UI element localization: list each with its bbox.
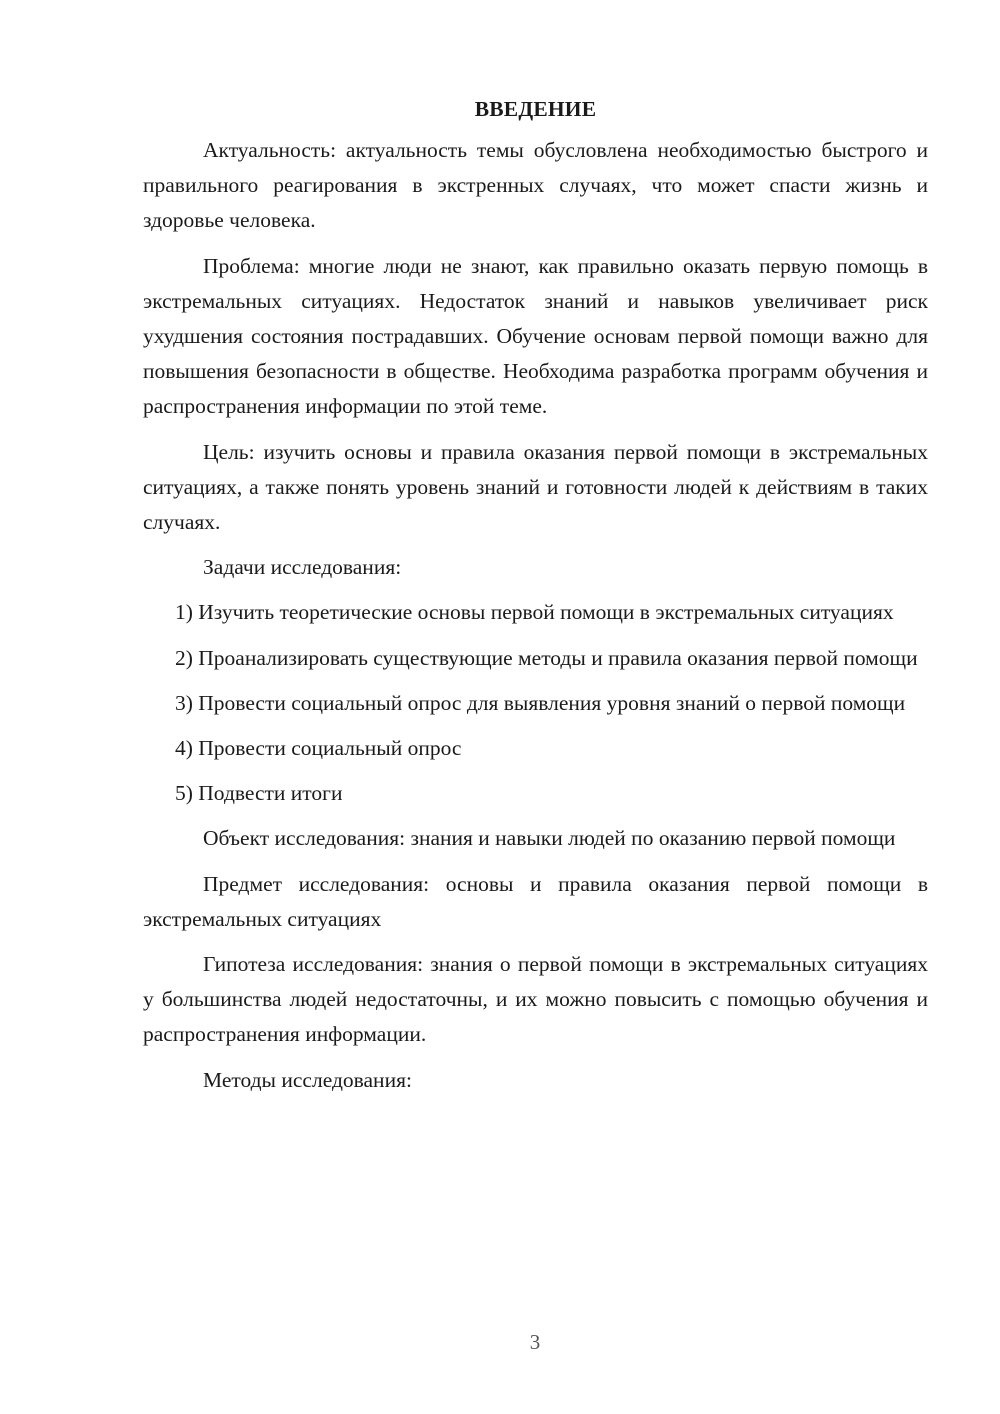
subject-paragraph: Предмет исследования: основы и правила оказания первой помощи в экстремальных ситуациях bbox=[143, 871, 928, 931]
task-item-5: 5) Подвести итоги bbox=[175, 781, 343, 806]
task-item-4: 4) Провести социальный опрос bbox=[175, 736, 462, 761]
page-number: 3 bbox=[529, 1330, 541, 1354]
document-page bbox=[143, 92, 928, 1108]
relevance-paragraph: Актуальность: актуальность темы обусловлена необходимостью быстрого и правильного реагирования в экстренных случаях, что может спасти жизнь и здоровье человека. bbox=[143, 138, 928, 233]
section-title: ВВЕДЕНИЕ bbox=[474, 97, 597, 121]
hypothesis-paragraph: Гипотеза исследования: знания о первой помощи в экстремальных ситуациях у большинства людей недостаточны, и их можно повысить с помощью обучения и распространения информации. bbox=[143, 952, 928, 1047]
problem-paragraph: Проблема: многие люди не знают, как правильно оказать первую помощь в экстремальных ситуациях. Недостаток знаний и навыков увеличивает риск ухудшения состояния пострадавших. Обучение основам первой помощи важно для повышения безопасности в обществе. Необходима разработка программ обучения и распространения информации по этой теме. bbox=[143, 253, 928, 419]
object-paragraph: Объект исследования: знания и навыки людей по оказанию первой помощи bbox=[203, 826, 896, 851]
goal-paragraph: Цель: изучить основы и правила оказания первой помощи в экстремальных ситуациях, а также понять уровень знаний и готовности людей к действиям в таких случаях. bbox=[143, 439, 928, 535]
task-item-1: 1) Изучить теоретические основы первой помощи в экстремальных ситуациях bbox=[175, 600, 894, 625]
tasks-heading: Задачи исследования: bbox=[203, 555, 402, 580]
task-item-2: 2) Проанализировать существующие методы и правила оказания первой помощи bbox=[175, 645, 918, 670]
task-item-3: 3) Провести социальный опрос для выявления уровня знаний о первой помощи bbox=[175, 690, 906, 715]
methods-paragraph: Методы исследования: bbox=[203, 1067, 412, 1092]
